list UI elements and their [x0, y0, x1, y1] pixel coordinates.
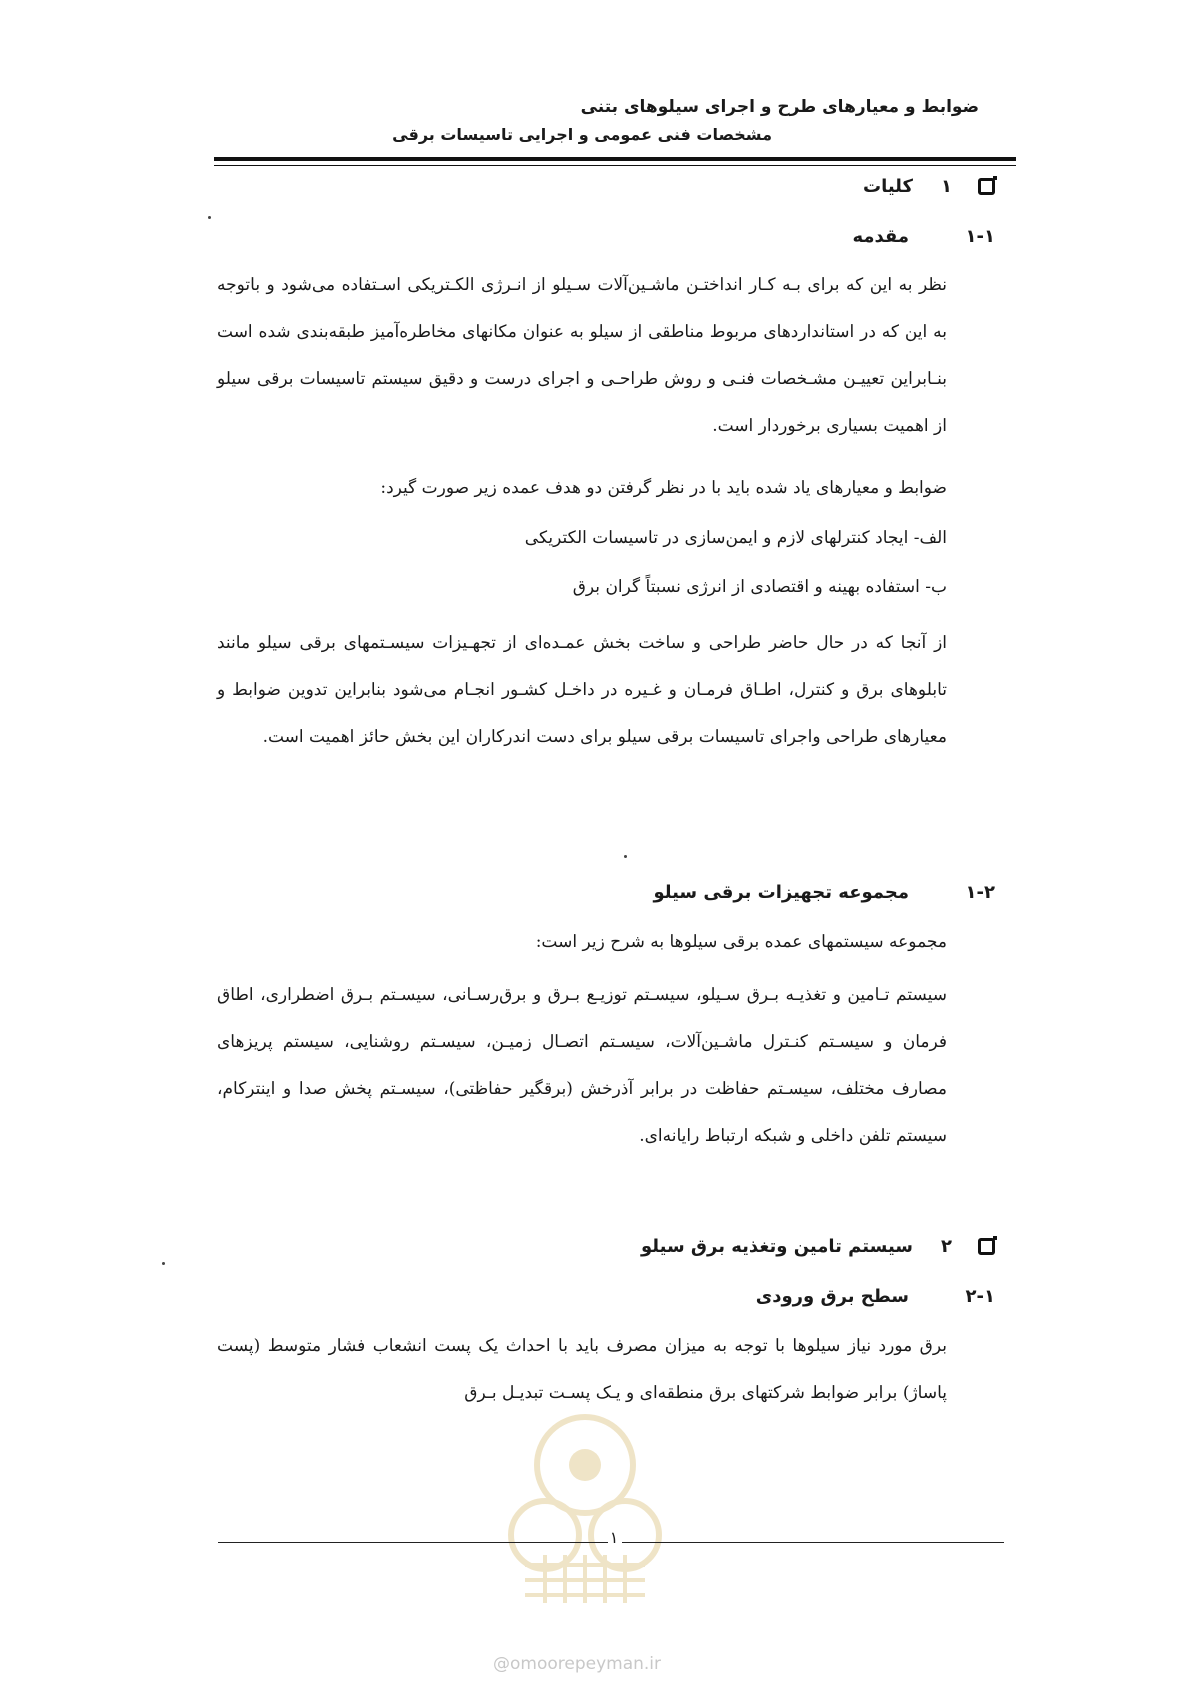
scan-speck [162, 1262, 165, 1265]
goal-item-a: الف- ایجاد کنترلهای لازم و ایمن‌سازی در تاسیسات الکتریکی [524, 528, 947, 548]
subsection-number: ۲-۱ [965, 1286, 995, 1307]
header-rule-thin [214, 165, 1016, 166]
watermark-text: @omoorepeyman.ir [493, 1654, 662, 1674]
page-number: ۱ [609, 1528, 619, 1547]
section-number: ۲ [941, 1236, 952, 1257]
header-rule-thick [214, 157, 1016, 161]
section-title: کلیات [862, 176, 913, 197]
section-title: سیستم تامین وتغذیه برق سیلو [640, 1236, 913, 1257]
chapter-subtitle: مشخصات فنی عمومی و اجرایی تاسیسات برقی [392, 125, 772, 144]
organization-seal-icon [485, 1395, 685, 1605]
subsection-title: مجموعه تجهیزات برقی سیلو [653, 882, 909, 903]
footer-rule [622, 1542, 1004, 1543]
section-1-heading [175, 176, 995, 197]
input-power-paragraph: برق مورد نیاز سیلوها با توجه به میزان مصرف باید با احداث یک پست انشعاب فشار متوسط (پست پاساژ) برابر ضوابط شرکتهای برق منطقه‌ای و یـک پسـت تبدیـل بـرق [217, 1336, 947, 1403]
scan-speck [624, 855, 627, 858]
systems-list-paragraph: سیستم تـامین و تغذیـه بـرق سـیلو، سیسـتم توزیـع بـرق و برق‌رسـانی، سیسـتم بـرق اضطراری، اطاق فرمان و سیسـتم کنـترل ماشـین‌آلات، سیسـتم اتصـال زمیـن، سیسـتم روشنایی، سیستم پریزهای مصارف مختلف، سیسـتم حفاظت در برابر آذرخش (برقگیر حفاظتی)، سیسـتم پخش صدا و اینترکام، سیستم تلفن داخلی و شبکه ارتباط رایانه‌ای. [217, 985, 947, 1146]
goal-item-b: ب- استفاده بهینه و اقتصادی از انرژی نسبتاً گران برق [572, 577, 947, 597]
local-manufacture-paragraph: از آنجا که در حال حاضر طراحی و ساخت بخش عمـده‌ای از تجهـیزات سیسـتمهای برقی سیلو مانند تابلوهای برق و کنترل، اطـاق فرمـان و غـیره در داخـل کشـور انجـام می‌شود بنابراین تدوین ضوابط و معیارهای طراحی واجرای تاسیسات برقی سیلو برای دست اندرکاران این بخش حائز اهمیت است. [217, 633, 947, 747]
section-number: ۱ [941, 176, 952, 197]
subsection-title: مقدمه [852, 226, 909, 247]
subsection-number: ۱-۲ [965, 882, 995, 903]
subsection-1-2-heading [175, 882, 995, 903]
section-2-heading [175, 1236, 995, 1257]
intro-paragraph: نظر به این که برای بـه کـار انداختـن ماشـین‌آلات سـیلو از انـرژی الکـتریکی اسـتفاده می‌شود و باتوجه به این که در استانداردهای مربوط مناطقی از سیلو به عنوان مکانهای مخاطره‌آمیز طبقه‌بندی شده است بنـابراین تعییـن مشـخصات فنـی و روش طراحـی و اجرای درست و دقیق سیستم تاسیسات برقی سیلو از اهمیت بسیاری برخوردار است. [217, 275, 947, 436]
systems-intro: مجموعه سیستمهای عمده برقی سیلوها به شرح زیر است: [535, 932, 947, 952]
footer-rule [218, 1542, 608, 1543]
book-title: ضوابط و معیارهای طرح و اجرای سیلوهای بتنی [580, 97, 979, 117]
subsection-1-1-heading [175, 226, 995, 247]
goals-intro: ضوابط و معیارهای یاد شده باید با در نظر گرفتن دو هدف عمده زیر صورت گیرد: [380, 478, 947, 498]
scan-speck [208, 216, 211, 219]
subsection-number: ۱-۱ [965, 226, 995, 247]
subsection-2-1-heading [175, 1286, 995, 1307]
subsection-title: سطح برق ورودی [755, 1286, 909, 1307]
checkbox-bullet-icon [978, 178, 995, 195]
checkbox-bullet-icon [978, 1238, 995, 1255]
